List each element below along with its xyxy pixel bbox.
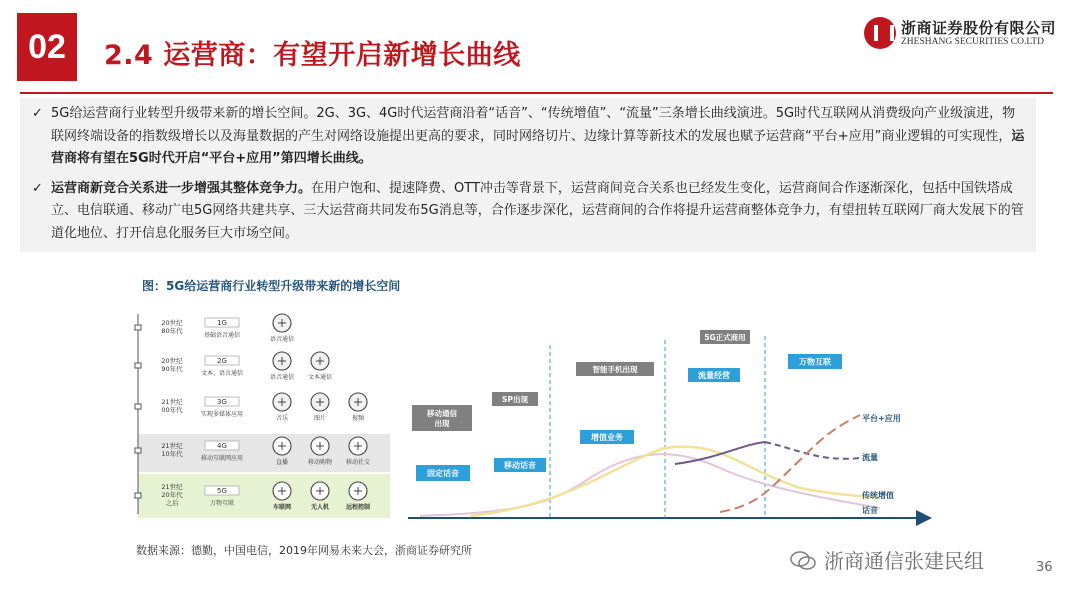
bullet-1-bold-tail: 运营商将有望在5G时代开启“平台+应用”第四增长曲线。 xyxy=(51,128,1025,166)
era-label: 21世纪 00年代 xyxy=(161,398,183,414)
phase-label: 移动话音 xyxy=(504,461,536,470)
bullet-2-bold-head: 运营商新竞合关系进一步增强其整体竞争力。 xyxy=(51,180,312,196)
event-label: 智能手机出现 xyxy=(592,365,638,374)
page-number: 36 xyxy=(1036,560,1053,575)
watermark-text: 浙商通信张建民组 xyxy=(824,549,984,573)
event-label: 5G正式商用 xyxy=(704,333,746,342)
generation-desc: 文本、语言通信 xyxy=(200,370,244,377)
curve-label: 平台+应用 xyxy=(862,414,901,423)
app-label: 文本通信 xyxy=(307,374,333,381)
chat-bubble-icon xyxy=(311,352,329,370)
app-label: 移动购物 xyxy=(307,459,333,466)
generation-desc: 实现多媒体应用 xyxy=(200,411,244,418)
checkmark-icon: ✓ xyxy=(32,180,43,196)
generation-label: 5G xyxy=(217,487,227,495)
remote-control-icon xyxy=(349,482,367,500)
bullet-2-text: 在用户饱和、提速降费、OTT冲击等背景下，运营商间竞合关系也已经发生变化，运营商间合作逐渐深化，包括中国铁塔成立、电信联通、移动广电5G网络共建共享、三大运营商共同发布5G消息等，合作逐步深化，运营商间的合作将提升运营商整体竞争力，有望扭转互联网厂商大发展下的管道化地位、打开信息化服务巨大市场空间。 xyxy=(51,180,1024,241)
era-label: 21世纪 10年代 xyxy=(161,442,183,458)
growth-figure xyxy=(120,300,940,532)
app-label: 直播 xyxy=(275,459,289,466)
timeline-tick xyxy=(135,493,141,498)
video-icon xyxy=(349,393,367,411)
timeline-tick xyxy=(135,363,141,368)
timeline-tick xyxy=(135,448,141,453)
checkmark-icon: ✓ xyxy=(32,106,43,121)
era-label: 21世纪 20年代之后 xyxy=(161,483,183,507)
app-label: 图片 xyxy=(313,415,327,422)
bullet-paragraph-1 xyxy=(32,103,1026,171)
timeline-tick xyxy=(135,404,141,409)
bullet-paragraph-2 xyxy=(32,178,1026,246)
figure-title: 图：5G给运营商行业转型升级带来新的增长空间 xyxy=(142,279,401,293)
car-icon xyxy=(273,482,291,500)
event-label: SP出现 xyxy=(502,395,528,404)
app-label: 视频 xyxy=(351,415,365,422)
generation-label: 2G xyxy=(217,357,227,365)
image-icon xyxy=(311,393,329,411)
wechat-icon xyxy=(790,551,816,571)
voice-wave-icon xyxy=(273,352,291,370)
logo-en-text: ZHESHANG SECURITIES CO.LTD xyxy=(901,37,1044,47)
generation-desc: 基础语音通信 xyxy=(203,332,241,339)
era-label: 20世纪 80年代 xyxy=(161,319,183,335)
curve-label: 传统增值 xyxy=(862,491,894,500)
curve-voice xyxy=(420,454,880,516)
logo-mark-icon xyxy=(864,17,896,49)
curve-traffic-forecast xyxy=(765,442,860,459)
title-underline xyxy=(20,92,1053,94)
app-label: 音乐 xyxy=(275,415,289,422)
phase-label: 固定话音 xyxy=(427,469,459,478)
bullet-1-text: 5G给运营商行业转型升级带来新的增长空间。2G、3G、4G时代运营商沿着“话音”、“传统增值”、“流量”三条增长曲线演进。5G时代互联网从消费级向产业级演进，物联网终端设备的指数级增长以及海量数据的产生对网络设施提出更高的要求，同时网络切片、边缘计算等新技术的发展也赋予运营商“平台+应用”商业逻辑的可实现性， xyxy=(51,106,1016,144)
app-label: 语音通信 xyxy=(269,374,295,381)
music-icon xyxy=(273,393,291,411)
summary-textbox xyxy=(20,98,1036,252)
app-label: 语音通信 xyxy=(269,336,295,343)
curve-label: 话音 xyxy=(862,506,878,515)
phase-label: 增值业务 xyxy=(591,433,623,442)
voice-wave-icon xyxy=(273,314,291,332)
drone-icon xyxy=(311,482,329,500)
data-source: 数据来源：德勤，中国电信，2019年网易未来大会，浙商证券研究所 xyxy=(136,544,472,557)
live-icon xyxy=(273,437,291,455)
phase-label: 流量经营 xyxy=(698,371,730,380)
section-number: 02 xyxy=(17,13,77,81)
generation-label: 3G xyxy=(217,398,227,406)
app-label: 无人机 xyxy=(310,504,330,511)
phase-label: 万物互联 xyxy=(799,357,831,367)
era-timeline-panel xyxy=(135,314,390,518)
app-label: 远程控制 xyxy=(345,504,371,511)
curve-label: 流量 xyxy=(862,453,878,462)
generation-desc: 万物互联 xyxy=(209,500,235,507)
page-title: 2.4 运营商：有望开启新增长曲线 xyxy=(104,40,521,71)
app-label: 移动社交 xyxy=(345,459,371,466)
app-label: 车联网 xyxy=(272,504,292,511)
logo-cn-text: 浙商证券股份有限公司 xyxy=(901,19,1057,37)
generation-label: 1G xyxy=(217,319,227,327)
era-label: 20世纪 90年代 xyxy=(161,357,183,373)
timeline-tick xyxy=(135,325,141,330)
event-label: 移动通信出现 xyxy=(427,409,457,428)
company-logo xyxy=(864,14,1060,52)
watermark xyxy=(790,545,984,574)
shopping-icon xyxy=(311,437,329,455)
social-icon xyxy=(349,437,367,455)
growth-curves-panel xyxy=(408,330,928,518)
generation-desc: 移动互联网应用 xyxy=(200,455,244,462)
generation-label: 4G xyxy=(217,442,227,450)
